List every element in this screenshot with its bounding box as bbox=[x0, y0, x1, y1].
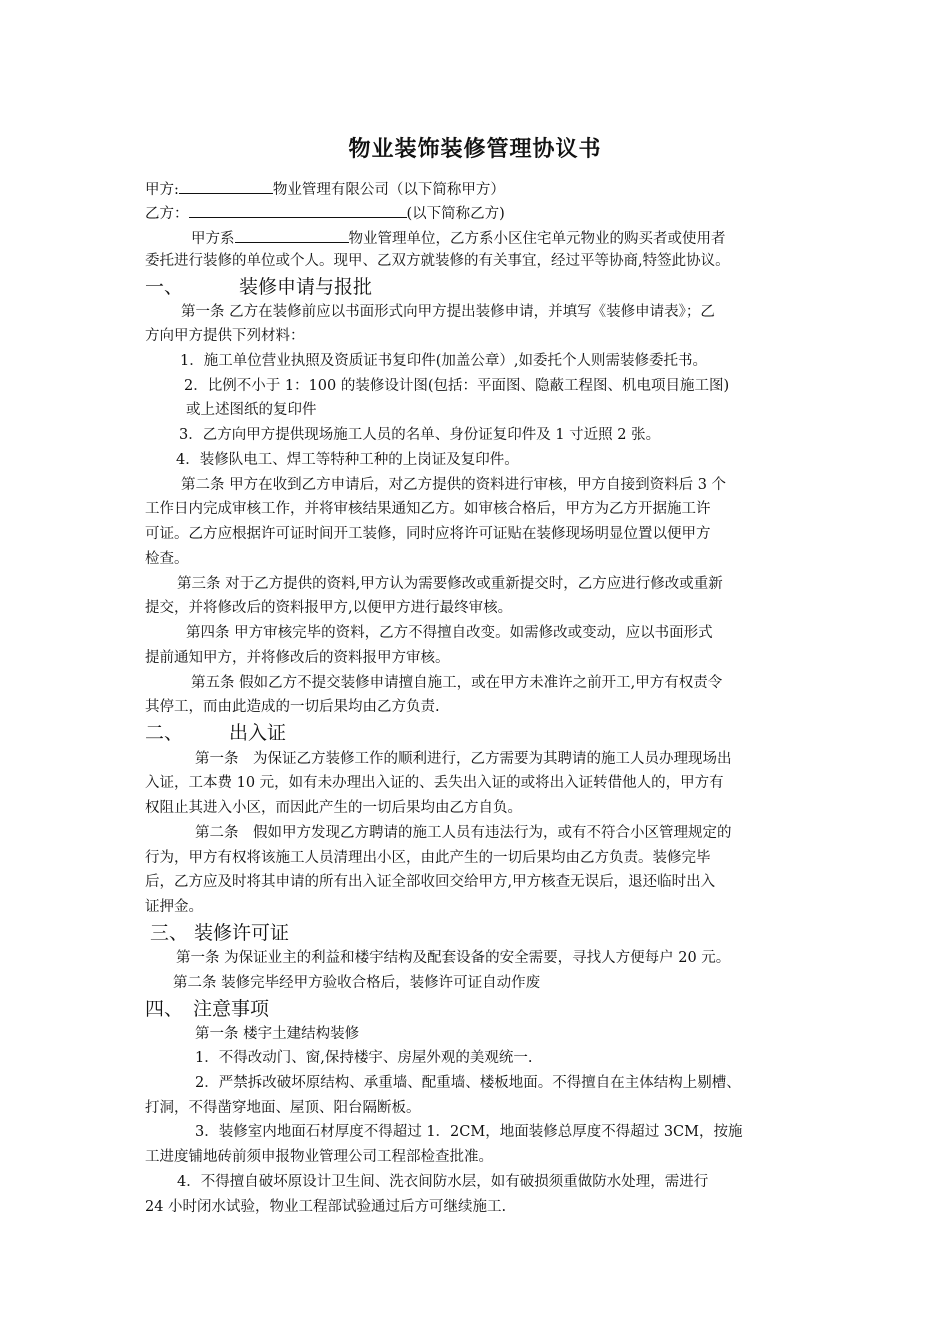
party-b-line bbox=[145, 202, 505, 222]
s1-paragraph-line: 第五条 假如乙方不提交装修申请擅自施工，或在甲方未准许之前开工,甲方有权责令 bbox=[191, 675, 723, 691]
s1-paragraph-line: 工作日内完成审核工作，并将审核结果通知乙方。如审核合格后，甲方为乙方开据施工许 bbox=[145, 501, 711, 517]
section-1-heading bbox=[145, 275, 372, 299]
section-1-title: 装修申请与报批 bbox=[239, 276, 373, 298]
section-2-number: 二、 bbox=[145, 722, 184, 744]
s1-paragraph-line: 其停工，而由此造成的一切后果均由乙方负责. bbox=[145, 699, 440, 715]
s1-paragraph-line: 第二条 甲方在收到乙方申请后，对乙方提供的资料进行审核，甲方自接到资料后 3 个 bbox=[181, 477, 727, 493]
section-1-number: 一、 bbox=[145, 276, 184, 298]
s4-list-item: 工进度铺地砖前须申报物业管理公司工程部检查批准。 bbox=[145, 1149, 493, 1165]
s1-list-item: 1．施工单位营业执照及资质证书复印件(加盖公章）,如委托个人则需装修委托书。 bbox=[180, 353, 707, 369]
s2-paragraph-line: 权阻止其进入小区，而因此产生的一切后果均由乙方自负。 bbox=[145, 800, 522, 816]
s1-paragraph-line: 提前通知甲方，并将修改后的资料报甲方审核。 bbox=[145, 650, 450, 666]
s2-paragraph-line: 证押金。 bbox=[145, 899, 203, 915]
section-4-title: 注意事项 bbox=[193, 998, 270, 1020]
s4-list-item: 24 小时闭水试验，物业工程部试验通过后方可继续施工. bbox=[145, 1199, 507, 1215]
s1-list-item: 或上述图纸的复印件 bbox=[186, 402, 317, 418]
section-3-number: 三、 bbox=[150, 922, 189, 944]
s1-paragraph-line: 检查。 bbox=[145, 551, 189, 567]
s2-paragraph-line: 第二条 假如甲方发现乙方聘请的施工人员有违法行为，或有不符合小区管理规定的 bbox=[195, 825, 732, 841]
document-title: 物业装饰装修管理协议书 bbox=[348, 136, 602, 162]
intro-prefix: 甲方系 bbox=[191, 231, 235, 247]
s1-paragraph-line: 方向甲方提供下列材料： bbox=[145, 328, 305, 344]
intro-line-1 bbox=[191, 227, 726, 247]
s1-list-item: 2．比例不小于 1：100 的装修设计图(包括：平面图、隐蔽工程图、机电项目施工图) bbox=[184, 378, 730, 394]
section-4-number: 四、 bbox=[145, 998, 184, 1020]
section-3-heading bbox=[150, 921, 289, 945]
s1-paragraph-line: 第一条 乙方在装修前应以书面形式向甲方提出装修申请，并填写《装修申请表》；乙 bbox=[181, 304, 715, 320]
party-a-blank bbox=[179, 178, 273, 194]
s4-list-item: 4．不得擅自破坏原设计卫生间、洗衣间防水层，如有破损须重做防水处理，需进行 bbox=[177, 1174, 709, 1190]
party-b-blank bbox=[189, 202, 407, 218]
party-a-prefix: 甲方: bbox=[145, 182, 179, 198]
s1-paragraph-line: 提交，并将修改后的资料报甲方,以便甲方进行最终审核。 bbox=[145, 600, 513, 616]
s1-paragraph-line: 第四条 甲方审核完毕的资料，乙方不得擅自改变。如需修改或变动，应以书面形式 bbox=[186, 625, 713, 641]
s4-list-item: 2．严禁拆改破坏原结构、承重墙、配重墙、楼板地面。不得擅自在主体结构上剔槽、 bbox=[195, 1075, 741, 1091]
s4-list-item: 1．不得改动门、窗,保持楼宇、房屋外观的美观统一. bbox=[195, 1050, 533, 1066]
party-b-suffix: (以下简称乙方) bbox=[406, 206, 505, 222]
s2-paragraph-line: 行为，甲方有权将该施工人员清理出小区，由此产生的一切后果均由乙方负责。装修完毕 bbox=[145, 850, 711, 866]
section-3-title: 装修许可证 bbox=[194, 922, 290, 944]
section-2-title: 出入证 bbox=[229, 722, 287, 744]
party-b-prefix: 乙方： bbox=[145, 206, 189, 222]
s1-list-item: 3．乙方向甲方提供现场施工人员的名单、身份证复印件及 1 寸近照 2 张。 bbox=[179, 427, 661, 443]
section-2-heading bbox=[145, 721, 286, 745]
intro-suffix: 物业管理单位，乙方系小区住宅单元物业的购买者或使用者 bbox=[348, 231, 726, 247]
s4-subheading: 第一条 楼宇土建结构装修 bbox=[195, 1026, 360, 1042]
s2-paragraph-line: 后，乙方应及时将其申请的所有出入证全部收回交给甲方,甲方核查无误后，退还临时出入 bbox=[145, 874, 716, 890]
s1-paragraph-line: 可证。乙方应根据许可证时间开工装修，同时应将许可证贴在装修现场明显位置以便甲方 bbox=[145, 526, 711, 542]
s2-paragraph-line: 第一条 为保证乙方装修工作的顺利进行，乙方需要为其聘请的施工人员办理现场出 bbox=[195, 751, 732, 767]
party-a-line bbox=[145, 178, 505, 198]
s1-paragraph-line: 第三条 对于乙方提供的资料,甲方认为需要修改或重新提交时，乙方应进行修改或重新 bbox=[177, 576, 723, 592]
intro-line-2: 委托进行装修的单位或个人。现甲、乙双方就装修的有关事宜，经过平等协商,特签此协议。 bbox=[145, 253, 730, 269]
s4-list-item: 3．装修室内地面石材厚度不得超过 1．2CM，地面装修总厚度不得超过 3CM，按施 bbox=[195, 1124, 743, 1140]
section-4-heading bbox=[145, 997, 269, 1021]
party-a-suffix: 物业管理有限公司（以下简称甲方） bbox=[272, 182, 505, 198]
s1-list-item: 4．装修队电工、焊工等特种工种的上岗证及复印件。 bbox=[176, 452, 519, 468]
s4-list-item: 打洞，不得凿穿地面、屋顶、阳台隔断板。 bbox=[145, 1100, 421, 1116]
intro-blank bbox=[235, 227, 349, 243]
s3-paragraph-line: 第一条 为保证业主的利益和楼宇结构及配套设备的安全需要，寻找人方便每户 20 元。 bbox=[176, 950, 731, 966]
s3-paragraph-line: 第二条 装修完毕经甲方验收合格后，装修许可证自动作废 bbox=[173, 975, 541, 991]
s2-paragraph-line: 入证，工本费 10 元，如有未办理出入证的、丢失出入证的或将出入证转借他人的，甲方有 bbox=[145, 775, 724, 791]
